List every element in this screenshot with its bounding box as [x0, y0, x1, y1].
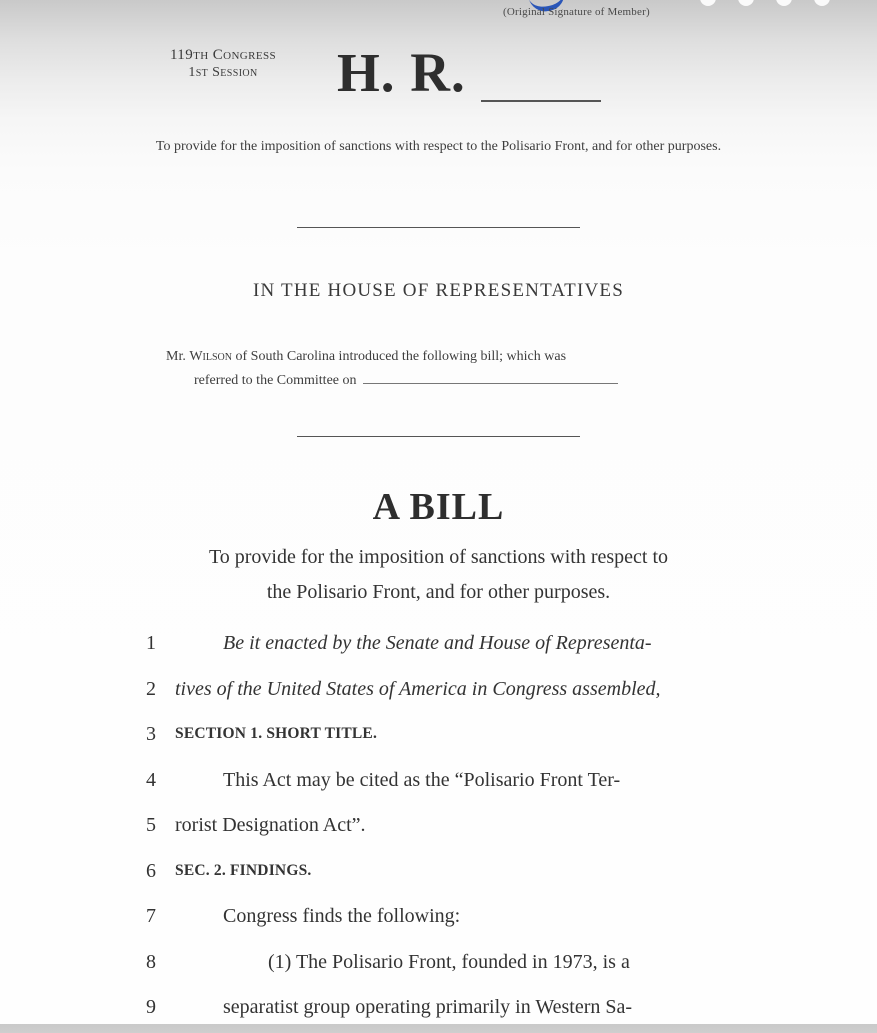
line-text: tives of the United States of America in Congress assembled,: [175, 677, 661, 700]
line-text: rorist Designation Act”.: [175, 814, 366, 836]
status-icon: [738, 0, 754, 6]
divider-rule: [297, 436, 580, 437]
divider-rule: [297, 227, 580, 228]
bill-designation: H. R.: [337, 42, 466, 103]
section-heading: SEC. 2. FINDINGS.: [175, 861, 312, 879]
sponsor-honorific: Mr.: [166, 349, 186, 364]
line-number: 6: [146, 859, 156, 882]
committee-referral-text: referred to the Committee on: [194, 373, 357, 388]
long-purpose-line: the Polisario Front, and for other purposes.: [266, 581, 611, 603]
status-icon: [814, 0, 830, 6]
long-purpose: [140, 540, 737, 610]
bill-body: [140, 623, 760, 1033]
line-number: 2: [146, 677, 156, 700]
line-text: (1) The Polisario Front, founded in 1973, is a: [268, 950, 630, 973]
line-text: separatist group operating primarily in Western Sa-: [223, 996, 633, 1018]
line-number: 9: [146, 996, 156, 1018]
bill-line: [140, 896, 760, 942]
line-number: 8: [146, 950, 156, 973]
introduction-statement: [150, 345, 727, 393]
section-heading: SECTION 1. SHORT TITLE.: [175, 725, 378, 742]
status-icon: [700, 0, 716, 6]
cropped-status-icons: [700, 0, 830, 6]
line-text: Congress finds the following:: [223, 905, 461, 927]
bill-line: [140, 714, 760, 760]
line-number: 3: [146, 723, 156, 745]
long-purpose-line: To provide for the imposition of sanctions with respect to: [208, 546, 669, 568]
bill-line: [140, 851, 760, 897]
committee-blank: [363, 369, 618, 384]
bill-line: [140, 987, 760, 1033]
short-purpose: To provide for the imposition of sanctions with respect to the Polisario Front, and for other purposes.: [155, 139, 722, 154]
bill-line: [140, 942, 760, 988]
line-number: 7: [146, 905, 156, 927]
session-number: 1st Session: [188, 65, 258, 80]
line-number: 5: [146, 814, 156, 836]
bill-line: [140, 760, 760, 806]
line-number: 4: [146, 768, 156, 791]
bill-line: [140, 623, 760, 669]
congress-number: 119th Congress: [169, 47, 277, 63]
signature-caption: (Original Signature of Member): [503, 6, 650, 18]
congress-session-block: [140, 46, 306, 82]
introduction-text: of South Carolina introduced the following bill; which was: [235, 349, 567, 364]
status-icon: [776, 0, 792, 6]
bill-number-blank: [481, 100, 601, 102]
line-number: 1: [146, 632, 156, 654]
bill-line: [140, 805, 760, 851]
line-text: Be it enacted by the Senate and House of Representa-: [223, 632, 652, 654]
sponsor-name: Wilson: [189, 349, 233, 364]
chamber-heading: IN THE HOUSE OF REPRESENTATIVES: [252, 280, 624, 301]
bill-heading: A BILL: [372, 486, 505, 528]
line-text: This Act may be cited as the “Polisario Front Ter-: [223, 768, 621, 791]
bill-line: [140, 669, 760, 715]
